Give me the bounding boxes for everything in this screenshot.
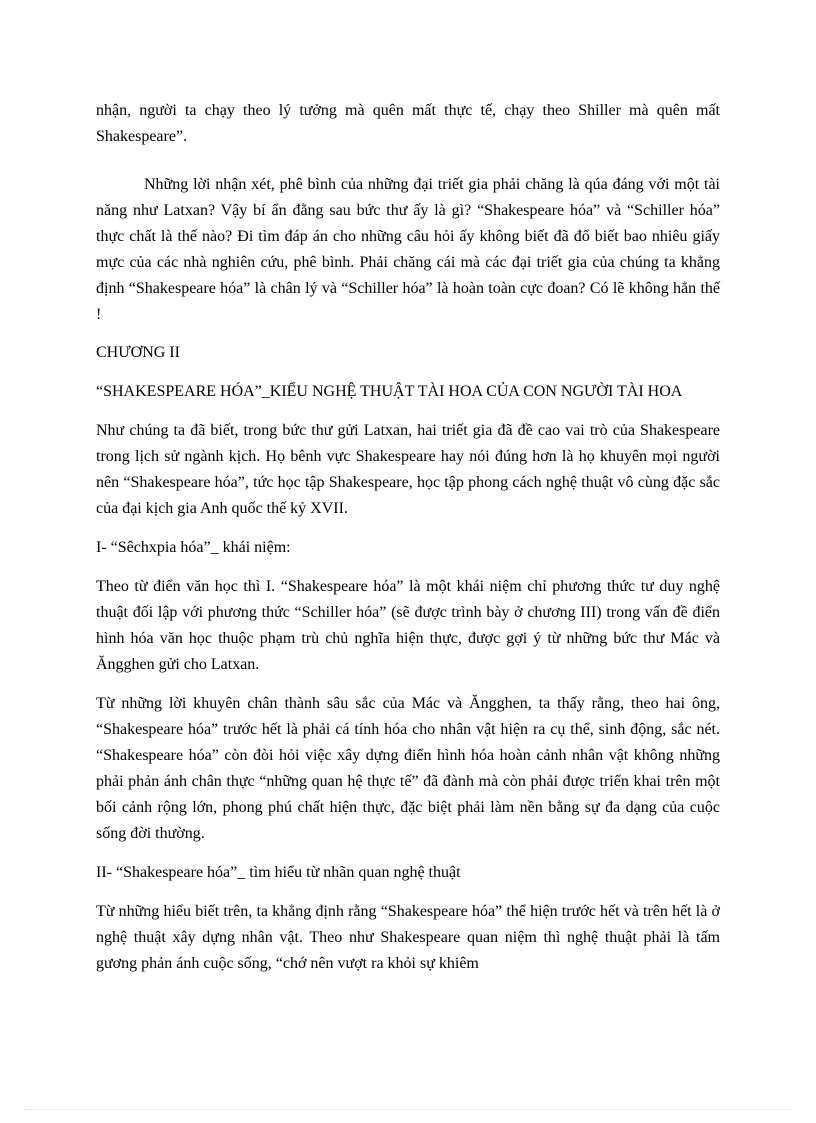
paragraph-advice: Từ những lời khuyên chân thành sâu sắc của Mác và Ăngghen, ta thấy rằng, theo hai ông, “Shakespeare hóa” trước hết là phải cá tính hóa cho nhân vật hiện ra cụ thể, sinh động, sắc nét. “Shakespeare hóa” còn đòi hỏi việc xây dựng điển hình hóa hoàn cảnh nhân vật không những phải phản ánh chân thực “những quan hệ thực tế” đã đành mà còn phải được triển khai trên một bối cảnh rộng lớn, phong phú chất hiện thực, đặc biệt phải làm nền bằng sự đa dạng của cuộc sống đời thường. (96, 695, 720, 842)
paragraph-intro: Như chúng ta đã biết, trong bức thư gửi Latxan, hai triết gia đã đề cao vai trò của Shakespeare trong lịch sử ngành kịch. Họ bênh vực Shakespeare hay nói đúng hơn là họ khuyên mọi người nên “Shakespeare hóa”, tức học tập Shakespeare, học tập phong cách nghệ thuật vô cùng đặc sắc của đại kịch gia Anh quốc thế kỷ XVII. (96, 422, 720, 517)
paragraph-character-art: Từ những hiểu biết trên, ta khẳng định rằng “Shakespeare hóa” thể hiện trước hết và trên hết là ở nghệ thuật xây dựng nhân vật. Theo như Shakespeare quan niệm thì nghệ thuật phải là tấm gương phản ánh cuộc sống, “chớ nên vượt ra khỏi sự khiêm (96, 903, 720, 972)
section-heading-1: I- “Sêchxpia hóa”_ khái niệm: (96, 539, 291, 556)
paragraph-continuation: nhận, người ta chạy theo lý tưởng mà quên mất thực tế, chạy theo Shiller mà quên mất Shakespeare”. (96, 102, 720, 145)
section-heading-2: II- “Shakespeare hóa”_ tìm hiểu từ nhãn quan nghệ thuật (96, 864, 461, 881)
document-page (96, 98, 720, 990)
paragraph-critique: Những lời nhận xét, phê bình của những đại triết gia phải chăng là qúa đáng với một tài năng như Latxan? Vậy bí ẩn đằng sau bức thư ấy là gì? “Shakespeare hóa” và “Schiller hóa” thực chất là thế nào? Đi tìm đáp án cho những câu hỏi ấy không biết đã đổ biết bao nhiêu giấy mực của các nhà nghiên cứu, phê bình. Phải chăng cái mà các đại triết gia của chúng ta khẳng định “Shakespeare hóa” là chân lý và “Schiller hóa” là hoàn toàn cực đoan? Có lẽ không hẳn thế ! (96, 176, 720, 323)
chapter-heading: CHƯƠNG II (96, 344, 180, 361)
chapter-title: “SHAKESPEARE HÓA”_KIỂU NGHỆ THUẬT TÀI HOA CỦA CON NGƯỜI TÀI HOA (96, 383, 683, 400)
paragraph-definition: Theo từ điển văn học thì I. “Shakespeare hóa” là một khái niệm chỉ phương thức tư duy nghệ thuật đối lập với phương thức “Schiller hóa” (sẽ được trình bày ở chương III) trong vấn đề điển hình hóa văn học thuộc phạm trù chủ nghĩa hiện thực, được gợi ý từ những bức thư Mác và Ăngghen gửi cho Latxan. (96, 578, 720, 673)
page-bottom-divider (24, 1109, 792, 1110)
